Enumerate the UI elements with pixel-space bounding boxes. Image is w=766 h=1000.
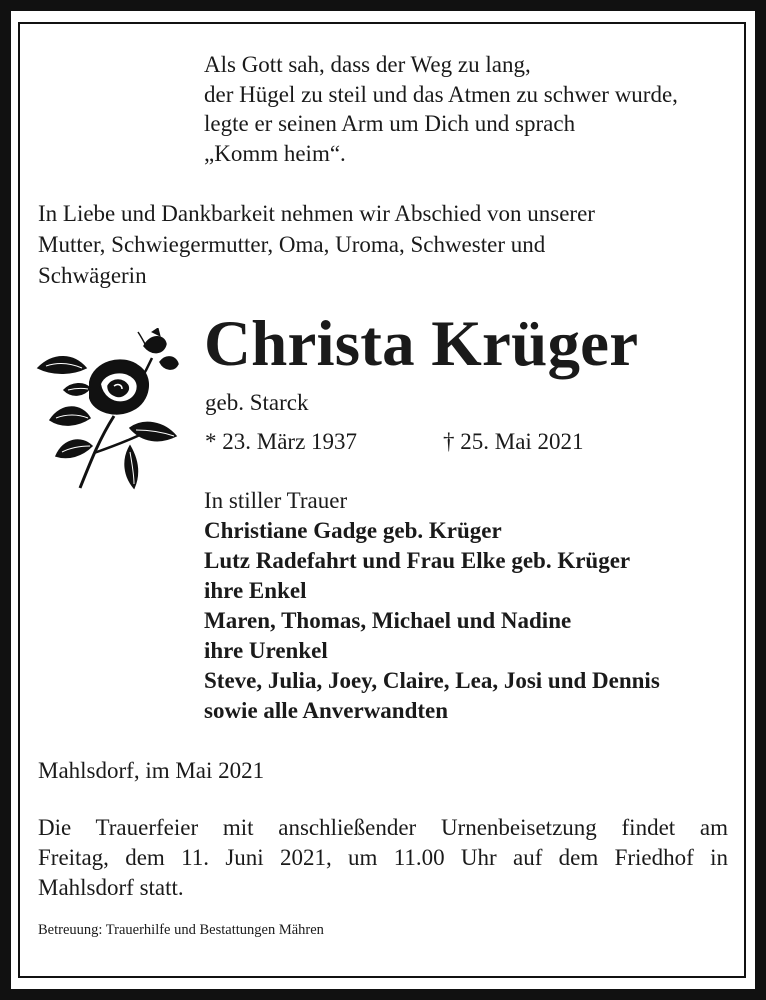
funeral-info (38, 813, 728, 903)
mourner-line: Christiane Gadge geb. Krüger (204, 518, 502, 543)
poem-line: der Hügel zu steil und das Atmen zu schwer wurde, (204, 81, 678, 107)
mourner-line: sowie alle Anverwandten (204, 698, 449, 723)
mourner-line: Steve, Julia, Joey, Claire, Lea, Josi und Dennis (204, 668, 660, 693)
mourners (204, 486, 744, 726)
place-date: Mahlsdorf, im Mai 2021 (38, 758, 265, 783)
death-date: † 25. Mai 2021 (443, 429, 584, 454)
rose-icon (34, 328, 182, 492)
mourners-heading: In stiller Trauer (204, 488, 348, 513)
mourner-line: Maren, Thomas, Michael und Nadine (204, 608, 572, 633)
poem (204, 50, 744, 168)
care-note: Betreuung: Trauerhilfe und Bestattungen Mähren (38, 922, 324, 938)
mourner-line: Lutz Radefahrt und Frau Elke geb. Krüger (204, 548, 631, 573)
poem-line: legte er seinen Arm um Dich und sprach (204, 111, 576, 136)
poem-line: Als Gott sah, dass der Weg zu lang, (204, 52, 531, 77)
funeral-line: Mahlsdorf statt. (38, 875, 184, 900)
maiden-name: geb. Starck (205, 390, 309, 415)
deceased-name: Christa Krüger (204, 308, 639, 380)
intro-line: Schwägerin (38, 263, 147, 288)
funeral-line: Die Trauerfeier mit anschließender Urnenbeisetzung findet am (38, 815, 728, 840)
mourner-line: ihre Enkel (204, 578, 307, 603)
intro-line: Mutter, Schwiegermutter, Oma, Uroma, Schwester und (38, 232, 546, 257)
mourner-line: ihre Urenkel (204, 638, 328, 663)
funeral-line: Freitag, dem 11. Juni 2021, um 11.00 Uhr auf dem Friedhof in (38, 845, 728, 870)
intro-line: In Liebe und Dankbarkeit nehmen wir Abschied von unserer (38, 201, 595, 226)
intro-text (38, 198, 728, 291)
birth-date: * 23. März 1937 (205, 429, 358, 454)
poem-line: „Komm heim“. (204, 140, 346, 166)
